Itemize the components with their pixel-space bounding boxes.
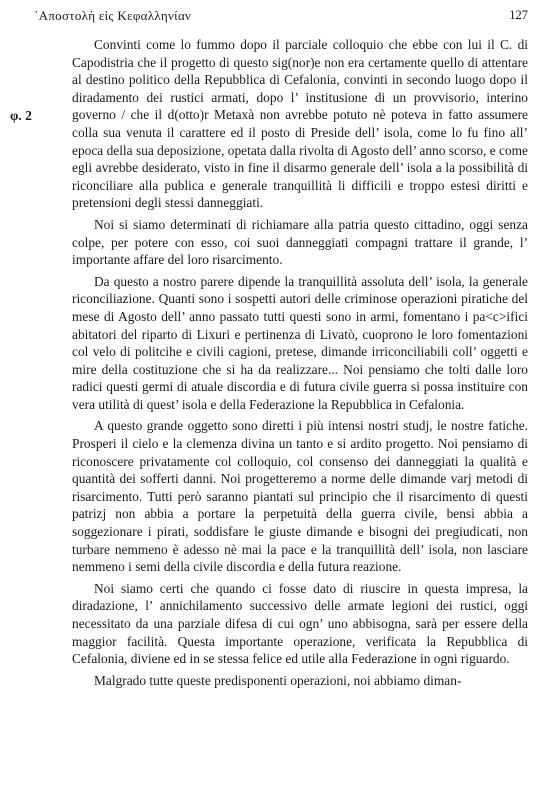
paragraph-3: Da questo a nostro parere dipende la tranquillità assoluta dell’ isola, la generale riconciliazione. Quanti sono i sospetti autori delle criminose operazioni piratiche del mese di Agosto dell’ anno passato tutti questi sono in armi, fomentano i pa<c>ifici abitatori del riparto di Lixuri e pertinenza di Livatò, cuoprono le loro fomentazioni col velo di politcihe e civili cagioni, pretese, dimande irriconciliabili coll’ oggetti e mire della costituzione che si ha da realizzare... Noi pensiamo che tolti dalle loro radici questi germi di atuale discordia e di futura civile guerra si possa instituire con vera utilità di quest’ isola e della Federazione la Repubblica in Cefalonia. (72, 273, 528, 412)
page-number: 127 (509, 8, 528, 22)
folio-margin-note: φ. 2 (10, 108, 32, 123)
paragraph-1: Convinti come lo fummo dopo il parciale colloquio che ebbe con lui il C. di Capodistria che il progetto di questo sig(nor)e non era certamente quello di attentare al destino politico della Repubblica di Cefalonia, convinti in secondo luogo dopo il diradamento dei rustici armati, dopo l’ institusione di un provvisorio, interino governo / che il d(otto)r Metaxà non avrebbe potuto nè poteva in fatto assumere colla sua venuta il carattere ed il posto di Preside dell’ isola, come lo fu fino all’ epoca della sua deposizione, opetata dalla rivolta di Agosto dell’ anno scorso, e come egli avrebbe desiderato, visto in fine il disarmo generale dell’ isola a la possibilità di riconciliare alla publica e generale tranquillità li difficili e troppo estesi diritti e pretensioni degli stessi danneggiati. (72, 37, 528, 211)
running-head-title: ᾿Αποστολὴ εἰς Κεφαλληνίαν (34, 8, 192, 23)
body-text (72, 36, 528, 693)
paragraph-6: Malgrado tutte queste predisponenti operazioni, noi abbiamo diman- (94, 672, 462, 688)
paragraph-5: Noi siamo certi che quando ci fosse dato di riuscire in questa impresa, la diradazione, l’ annichilamento successivo delle armate legioni dei rustici, oggi necessitato da una parziale difesa di cui ogn’ uno abbisogna, sarà per essere della maggior facilità. Questa importante operazione, verificata la Repubblica di Cefalonia, diviene ed in se stessa felice ed utile alla Federazione in ogni riguardo. (72, 580, 528, 667)
paragraph-2: Noi si siamo determinati di richiamare alla patria questo cittadino, oggi senza colpe, per potere con esso, coi suoi danneggiati compagni trattare il grande, l’ importante affare del loro risarcimento. (72, 216, 528, 268)
paragraph-4: A questo grande oggetto sono diretti i più intensi nostri studj, le nostre fatiche. Prosperi il cielo e la clemenza divina un tanto e si ardito progetto. Noi pensiamo di riconoscere privatamente col colloquio, col consenso dei danneggiati la qualità e quantità dei sofferti danni. Noi progetteremo a norme delle dimande varj metodi di risarcimento. Tutti però saranno piantati sul principio che il risarcimento di questi patrizj non abbia a portare la perpetuità della guerra civile, bensì abbia a soggezionare i pirati, soddisfare le giuste dimande e bisogni dei pregiudicati, non turbare nemmeno è adesso nè mai la pace e la tranquillità dell’ isola, non lasciare nemmeno i semi della civile discordia e della futura reazione. (72, 418, 528, 575)
